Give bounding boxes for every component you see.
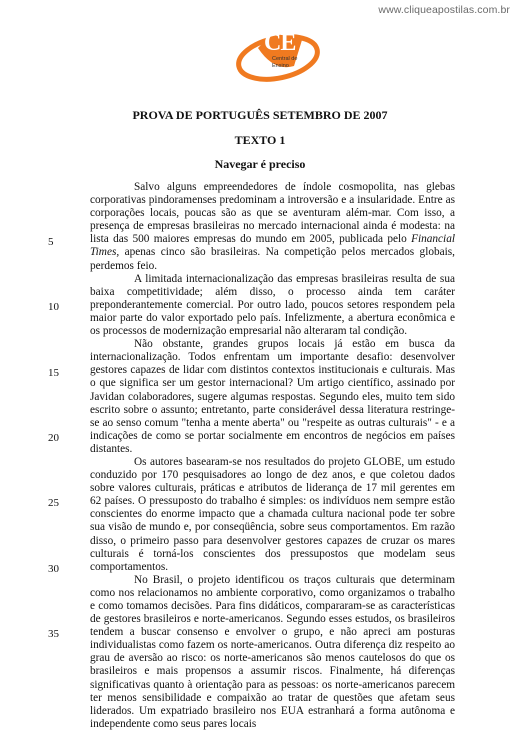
article-title: Navegar é preciso [214,157,306,171]
article-body [90,181,455,731]
logo-subtitle [272,56,312,70]
paragraph-1-text-b: apenas cinco são brasileiras. Na competição pelos mercados globais, perdemos feio. [90,246,455,272]
line-number: 5 [48,236,54,248]
paragraph-3: Não obstante, grandes grupos locais já estão em busca da internacionalização. Todos enfrentam um importante desafio: desenvolver gestores capazes de lidar com distintos contextos institucionais e culturais. Mas o que significa ser um gestor internacional? Um artigo científico, assinado por Javidan colaboradores, sugere algumas respostas. Segundo eles, muito tem sido escrito sobre o assunto; entretanto, parte considerável dessa literatura restringe-se ao senso comum "tenha a mente aberta" ou "respeite as outras culturais" - e a indicações de como se portar socialmente em encontros de negócios em países distantes. [90,338,455,455]
line-number: 20 [48,432,59,444]
line-number: 25 [48,497,59,509]
paragraph-1-text-a: Salvo alguns empreendedores de índole cosmopolita, nas glebas corporativas pindoramenses predominam a introversão e a insularidade. Entre as corporações locais, poucas são as que se aventuram além-mar. Com isso, a presença de empresas brasileiras no mercado internacional ainda é modesta: na lista das 500 maiores empresas do mundo em 2005, publicada pelo [90,181,455,246]
logo-letters: CE [264,30,296,56]
line-number: 35 [48,628,59,640]
central-de-ensino-logo [236,26,322,96]
financial-times-italic: Financial Times, [90,233,455,259]
paragraph-4: Os autores basearam-se nos resultados do projeto GLOBE, um estudo conduzido por 170 pesquisadores ao longo de dez anos, e que coletou dados sobre valores culturais, práticas e atributos de liderança de 17 mil gerentes em 62 países. O pressuposto do trabalho é simples: os indivíduos nem sempre estão conscientes do enorme impacto que a chamada cultura nacional pode ter sobre sua visão de mundo e, por conseqüência, sobre seus comportamentos. Em razão disso, o primeiro passo para desenvolver gestores capazes de cruzar os mares culturais é torná-los conscientes dos pressupostos que modelam seus comportamentos. [90,455,455,573]
paragraph-1 [90,181,455,273]
exam-title: PROVA DE PORTUGUÊS SETEMBRO DE 2007 [132,108,388,122]
text-label: TEXTO 1 [234,133,286,147]
line-number: 30 [48,563,59,575]
logo-subtitle-line1: Central de [272,56,298,62]
paragraph-2: A limitada internacionalização das empresas brasileiras resulta de sua baixa competitividade; além disso, o processo ainda tem caráter preponderantemente comercial. Por outro lado, poucos setores respondem pela maior parte do valor exportado pelo país. Infelizmente, a abertura econômica e os processos de modernização empresarial não alteraram tal condição. [90,272,455,338]
paragraph-5: No Brasil, o projeto identificou os traços culturais que determinam como nos relacionamos no ambiente corporativo, como organizamos o trabalho e como tomamos decisões. Para fins didáticos, compararam-se as características de gestores brasileiros e norte-americanos. Segundo esses estudos, os brasileiros tendem a buscar consenso e envolver o grupo, e não apreci am posturas individualistas como fazem os norte-americanos. Outra diferença diz respeito ao grau de aversão ao risco: os norte-americanos são menos cautelosos do que os brasileiros e mais propensos a assumir riscos. Finalmente, há diferenças significativas quanto à orientação para as pessoas: os norte-americanos parecem ter menos sensibilidade e compaixão ao tratar de questões que afetam seus liderados. Um expatriado brasileiro nos EUA estranhará a forma autônoma e independente como seus pares locais [90,573,455,730]
line-number: 10 [48,301,59,313]
logo-subtitle-line2: Ensino [272,63,289,69]
site-url: www.cliqueapostilas.com.br [378,4,510,16]
line-number: 15 [48,367,59,379]
